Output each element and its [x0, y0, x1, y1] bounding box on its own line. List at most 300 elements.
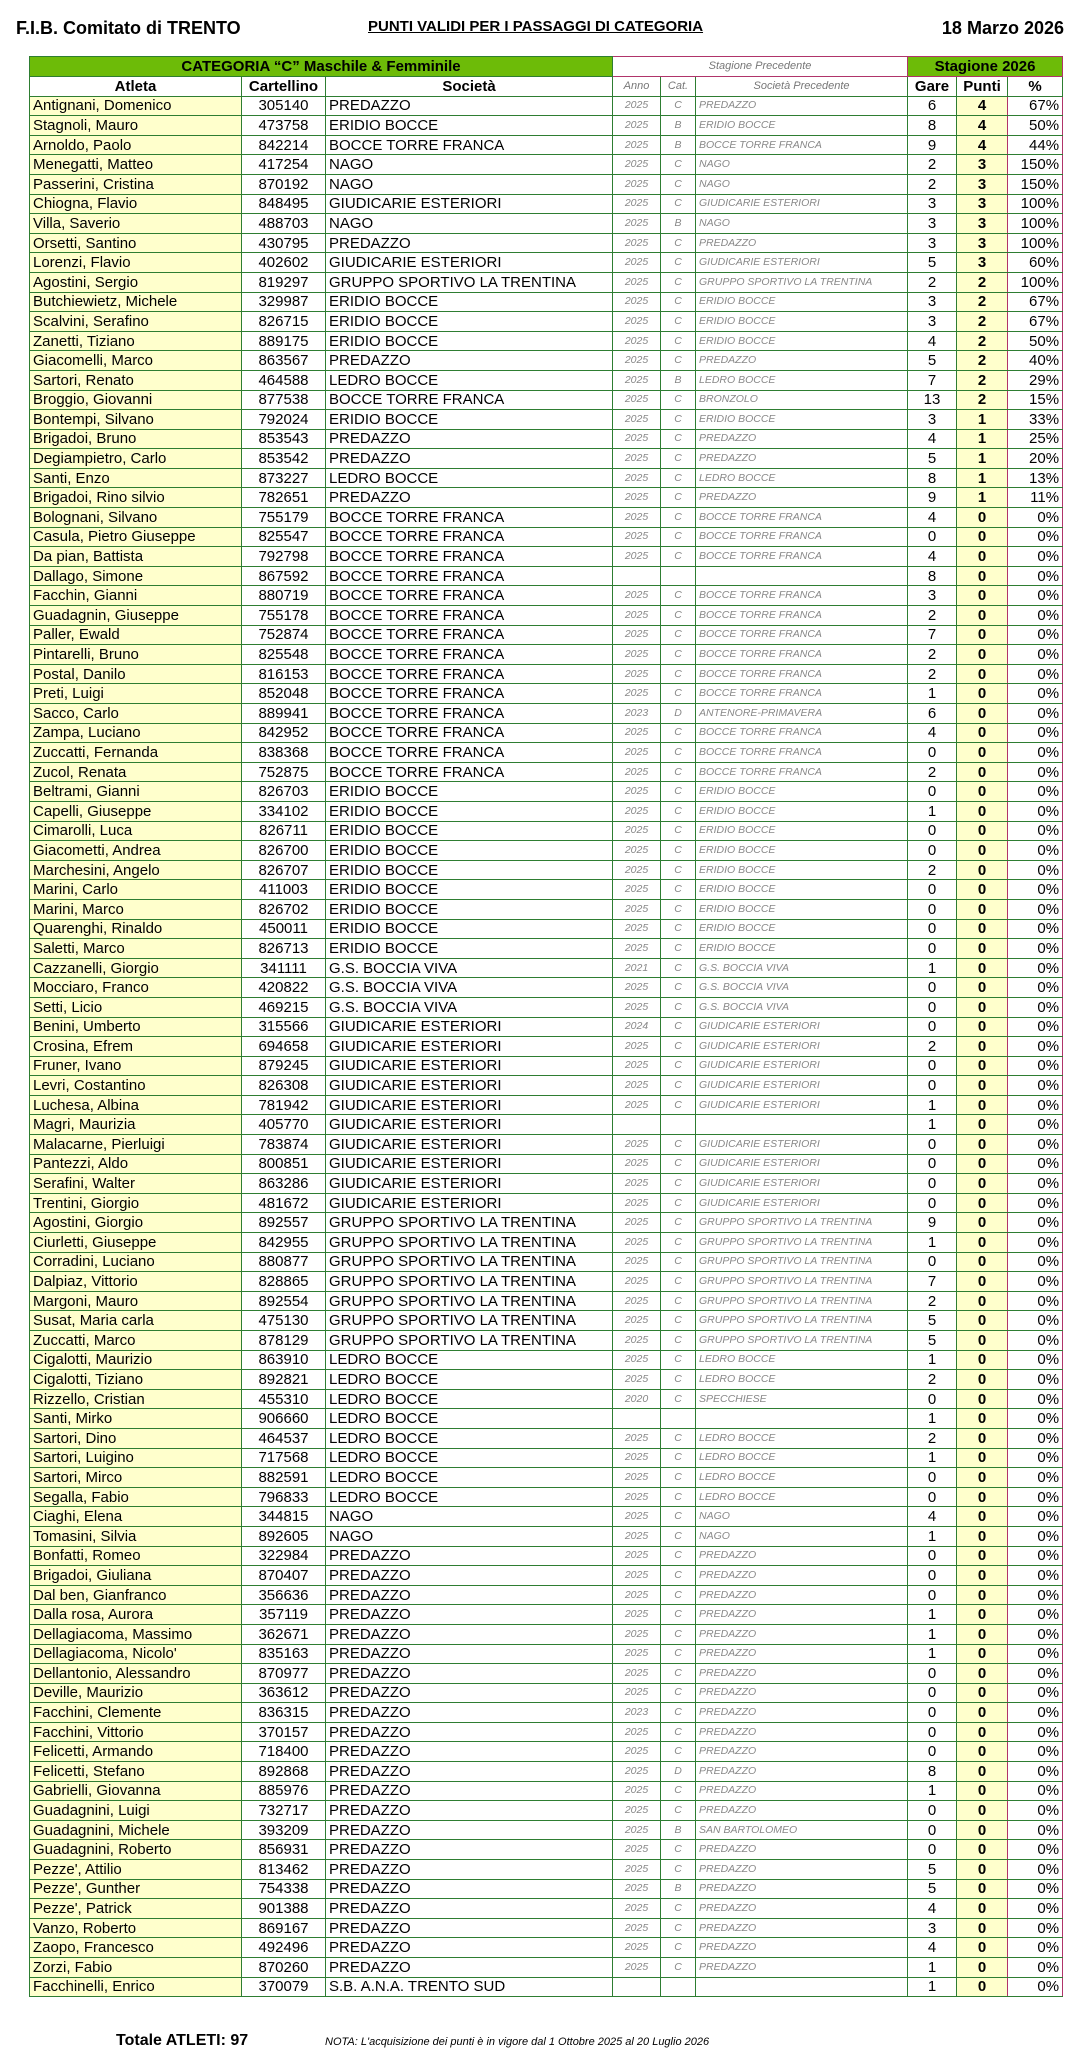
athlete-name: Dalla rosa, Aurora [30, 1605, 242, 1625]
prev-club: BOCCE TORRE FRANCA [696, 645, 908, 665]
athlete-name: Beltrami, Gianni [30, 782, 242, 802]
table-row [30, 1879, 1063, 1899]
club: LEDRO BOCCE [326, 1350, 613, 1370]
percent: 0% [1008, 880, 1063, 900]
games: 4 [908, 429, 957, 449]
card-number: 892605 [242, 1526, 326, 1546]
prev-club: ERIDIO BOCCE [696, 899, 908, 919]
points: 0 [957, 1664, 1008, 1684]
card-number: 469215 [242, 997, 326, 1017]
athlete-name: Pantezzi, Aldo [30, 1154, 242, 1174]
athlete-name: Benini, Umberto [30, 1017, 242, 1037]
points: 0 [957, 1840, 1008, 1860]
club: GRUPPO SPORTIVO LA TRENTINA [326, 1233, 613, 1253]
prev-category: C [661, 723, 696, 743]
athlete-name: Guadagnini, Roberto [30, 1840, 242, 1860]
prev-club: BOCCE TORRE FRANCA [696, 684, 908, 704]
club: ERIDIO BOCCE [326, 860, 613, 880]
athlete-name: Broggio, Giovanni [30, 390, 242, 410]
points: 0 [957, 958, 1008, 978]
prev-club: SAN BARTOLOMEO [696, 1820, 908, 1840]
percent: 0% [1008, 1468, 1063, 1488]
prev-category: C [661, 1918, 696, 1938]
card-number: 892554 [242, 1291, 326, 1311]
points: 2 [957, 370, 1008, 390]
percent: 0% [1008, 1820, 1063, 1840]
club: BOCCE TORRE FRANCA [326, 586, 613, 606]
athlete-name: Menegatti, Matteo [30, 155, 242, 175]
club: G.S. BOCCIA VIVA [326, 958, 613, 978]
table-row [30, 860, 1063, 880]
percent: 0% [1008, 1252, 1063, 1272]
club: NAGO [326, 214, 613, 234]
table-row [30, 1409, 1063, 1429]
card-number: 906660 [242, 1409, 326, 1429]
table-row [30, 1135, 1063, 1155]
club: GIUDICARIE ESTERIORI [326, 1095, 613, 1115]
prev-club: GIUDICARIE ESTERIORI [696, 1193, 908, 1213]
percent: 0% [1008, 1585, 1063, 1605]
percent: 0% [1008, 1389, 1063, 1409]
prev-category: C [661, 1017, 696, 1037]
prev-category: C [661, 958, 696, 978]
points: 0 [957, 1507, 1008, 1527]
prev-year: 2025 [613, 370, 661, 390]
prev-category: C [661, 1703, 696, 1723]
athlete-name: Facchini, Vittorio [30, 1722, 242, 1742]
table-row [30, 1840, 1063, 1860]
points: 0 [957, 586, 1008, 606]
percent: 0% [1008, 1233, 1063, 1253]
table-row [30, 370, 1063, 390]
percent: 0% [1008, 841, 1063, 861]
card-number: 825548 [242, 645, 326, 665]
prev-year [613, 1115, 661, 1135]
prev-year: 2025 [613, 1664, 661, 1684]
percent: 0% [1008, 1291, 1063, 1311]
club: BOCCE TORRE FRANCA [326, 547, 613, 567]
club: PREDAZZO [326, 1860, 613, 1880]
prev-club: BOCCE TORRE FRANCA [696, 586, 908, 606]
percent: 100% [1008, 233, 1063, 253]
prev-year: 2025 [613, 390, 661, 410]
prev-category: C [661, 1899, 696, 1919]
points: 3 [957, 155, 1008, 175]
card-number: 420822 [242, 978, 326, 998]
prev-category [661, 566, 696, 586]
club: LEDRO BOCCE [326, 1389, 613, 1409]
card-number: 880877 [242, 1252, 326, 1272]
prev-club: PREDAZZO [696, 1958, 908, 1978]
games: 5 [908, 253, 957, 273]
table-row [30, 899, 1063, 919]
prev-club [696, 1977, 908, 1997]
prev-category: C [661, 939, 696, 959]
games: 1 [908, 958, 957, 978]
prev-year: 2025 [613, 253, 661, 273]
athlete-name: Marini, Marco [30, 899, 242, 919]
club: PREDAZZO [326, 1644, 613, 1664]
current-season-title: Stagione 2026 [908, 57, 1063, 77]
prev-category: C [661, 1174, 696, 1194]
points: 0 [957, 684, 1008, 704]
points: 1 [957, 410, 1008, 430]
club: BOCCE TORRE FRANCA [326, 762, 613, 782]
prev-year: 2025 [613, 272, 661, 292]
games: 3 [908, 214, 957, 234]
percent: 0% [1008, 1840, 1063, 1860]
card-number: 755178 [242, 606, 326, 626]
athlete-name: Arnoldo, Paolo [30, 135, 242, 155]
prev-category: C [661, 429, 696, 449]
points: 0 [957, 1272, 1008, 1292]
club: PREDAZZO [326, 429, 613, 449]
games: 0 [908, 1017, 957, 1037]
table-row [30, 272, 1063, 292]
table-row [30, 1664, 1063, 1684]
prev-club: NAGO [696, 1507, 908, 1527]
card-number: 870260 [242, 1958, 326, 1978]
table-row [30, 1605, 1063, 1625]
games: 0 [908, 919, 957, 939]
prev-category: B [661, 1820, 696, 1840]
athlete-name: Paller, Ewald [30, 625, 242, 645]
athlete-name: Pezze', Patrick [30, 1899, 242, 1919]
percent: 0% [1008, 1076, 1063, 1096]
percent: 0% [1008, 1350, 1063, 1370]
games: 3 [908, 586, 957, 606]
prev-year: 2025 [613, 1252, 661, 1272]
club: GRUPPO SPORTIVO LA TRENTINA [326, 272, 613, 292]
prev-club: PREDAZZO [696, 1605, 908, 1625]
club: ERIDIO BOCCE [326, 841, 613, 861]
athlete-name: Pintarelli, Bruno [30, 645, 242, 665]
percent: 67% [1008, 96, 1063, 116]
club: NAGO [326, 1507, 613, 1527]
prev-year: 2025 [613, 292, 661, 312]
club: ERIDIO BOCCE [326, 312, 613, 332]
club: PREDAZZO [326, 1683, 613, 1703]
percent: 0% [1008, 1644, 1063, 1664]
prev-club: ERIDIO BOCCE [696, 410, 908, 430]
points: 0 [957, 508, 1008, 528]
prev-category: C [661, 860, 696, 880]
percent: 0% [1008, 1448, 1063, 1468]
games: 4 [908, 1899, 957, 1919]
prev-club: BOCCE TORRE FRANCA [696, 547, 908, 567]
percent: 44% [1008, 135, 1063, 155]
club: BOCCE TORRE FRANCA [326, 606, 613, 626]
prev-club: ERIDIO BOCCE [696, 116, 908, 136]
table-row [30, 880, 1063, 900]
table-row [30, 1938, 1063, 1958]
points: 0 [957, 1526, 1008, 1546]
prev-year: 2025 [613, 1781, 661, 1801]
percent: 0% [1008, 1664, 1063, 1684]
club: ERIDIO BOCCE [326, 331, 613, 351]
games: 5 [908, 351, 957, 371]
points: 1 [957, 488, 1008, 508]
prev-category: C [661, 253, 696, 273]
percent: 0% [1008, 723, 1063, 743]
card-number: 341111 [242, 958, 326, 978]
prev-year: 2025 [613, 1801, 661, 1821]
prev-club: GRUPPO SPORTIVO LA TRENTINA [696, 272, 908, 292]
prev-category: B [661, 135, 696, 155]
card-number: 889175 [242, 331, 326, 351]
prev-year: 2025 [613, 1585, 661, 1605]
percent: 100% [1008, 214, 1063, 234]
prev-year: 2025 [613, 860, 661, 880]
card-number: 852048 [242, 684, 326, 704]
games: 1 [908, 1624, 957, 1644]
club: BOCCE TORRE FRANCA [326, 625, 613, 645]
prev-year: 2025 [613, 684, 661, 704]
prev-club: GRUPPO SPORTIVO LA TRENTINA [696, 1252, 908, 1272]
prev-category: C [661, 1605, 696, 1625]
table-row [30, 116, 1063, 136]
club: BOCCE TORRE FRANCA [326, 527, 613, 547]
card-number: 455310 [242, 1389, 326, 1409]
table-row [30, 1742, 1063, 1762]
prev-category: C [661, 331, 696, 351]
athlete-name: Levri, Costantino [30, 1076, 242, 1096]
club: GIUDICARIE ESTERIORI [326, 1154, 613, 1174]
games: 8 [908, 116, 957, 136]
prev-club: G.S. BOCCIA VIVA [696, 958, 908, 978]
prev-year: 2025 [613, 723, 661, 743]
club: NAGO [326, 155, 613, 175]
table-row [30, 1331, 1063, 1351]
prev-club: GIUDICARIE ESTERIORI [696, 1056, 908, 1076]
games: 3 [908, 292, 957, 312]
prev-year: 2023 [613, 1703, 661, 1723]
points: 0 [957, 645, 1008, 665]
points: 0 [957, 919, 1008, 939]
prev-category: C [661, 488, 696, 508]
table-row [30, 1762, 1063, 1782]
prev-club: BOCCE TORRE FRANCA [696, 743, 908, 763]
prev-club: ERIDIO BOCCE [696, 821, 908, 841]
prev-year: 2025 [613, 1879, 661, 1899]
athlete-name: Agostini, Giorgio [30, 1213, 242, 1233]
card-number: 782651 [242, 488, 326, 508]
points: 0 [957, 1703, 1008, 1723]
table-row [30, 762, 1063, 782]
athlete-name: Da pian, Battista [30, 547, 242, 567]
prev-year: 2025 [613, 1272, 661, 1292]
points: 3 [957, 253, 1008, 273]
prev-club: GRUPPO SPORTIVO LA TRENTINA [696, 1272, 908, 1292]
prev-club: ERIDIO BOCCE [696, 312, 908, 332]
prev-club: PREDAZZO [696, 1762, 908, 1782]
card-number: 892868 [242, 1762, 326, 1782]
games: 7 [908, 625, 957, 645]
prev-category: C [661, 821, 696, 841]
percent: 25% [1008, 429, 1063, 449]
points: 0 [957, 1331, 1008, 1351]
games: 1 [908, 1977, 957, 1997]
card-number: 363612 [242, 1683, 326, 1703]
prev-year: 2025 [613, 586, 661, 606]
card-number: 334102 [242, 801, 326, 821]
prev-category: C [661, 1213, 696, 1233]
club: GIUDICARIE ESTERIORI [326, 1115, 613, 1135]
athlete-name: Quarenghi, Rinaldo [30, 919, 242, 939]
points: 2 [957, 351, 1008, 371]
athlete-name: Felicetti, Armando [30, 1742, 242, 1762]
prev-club: ERIDIO BOCCE [696, 880, 908, 900]
prev-category: C [661, 997, 696, 1017]
card-number: 870407 [242, 1566, 326, 1586]
prev-club: GIUDICARIE ESTERIORI [696, 253, 908, 273]
club: PREDAZZO [326, 1722, 613, 1742]
prev-year: 2025 [613, 1762, 661, 1782]
club: BOCCE TORRE FRANCA [326, 390, 613, 410]
games: 8 [908, 1762, 957, 1782]
prev-club: PREDAZZO [696, 1781, 908, 1801]
card-number: 892821 [242, 1370, 326, 1390]
prev-club: LEDRO BOCCE [696, 1350, 908, 1370]
games: 2 [908, 1291, 957, 1311]
card-number: 826703 [242, 782, 326, 802]
points: 0 [957, 1899, 1008, 1919]
points: 0 [957, 1605, 1008, 1625]
card-number: 828865 [242, 1272, 326, 1292]
prev-year: 2025 [613, 1037, 661, 1057]
prev-club: NAGO [696, 174, 908, 194]
prev-category: C [661, 1252, 696, 1272]
percent: 0% [1008, 821, 1063, 841]
prev-club: GIUDICARIE ESTERIORI [696, 1174, 908, 1194]
points: 0 [957, 841, 1008, 861]
athlete-name: Bontempi, Silvano [30, 410, 242, 430]
games: 0 [908, 1076, 957, 1096]
card-number: 867592 [242, 566, 326, 586]
games: 4 [908, 1507, 957, 1527]
prev-club: LEDRO BOCCE [696, 370, 908, 390]
athlete-name: Ciurletti, Giuseppe [30, 1233, 242, 1253]
percent: 0% [1008, 704, 1063, 724]
table-row [30, 566, 1063, 586]
athlete-name: Facchin, Gianni [30, 586, 242, 606]
card-number: 393209 [242, 1820, 326, 1840]
prev-year: 2025 [613, 1840, 661, 1860]
card-number: 816153 [242, 664, 326, 684]
points: 0 [957, 1037, 1008, 1057]
athlete-name: Guadagnini, Luigi [30, 1801, 242, 1821]
prev-year: 2025 [613, 331, 661, 351]
table-row [30, 253, 1063, 273]
games: 6 [908, 704, 957, 724]
club: PREDAZZO [326, 96, 613, 116]
table-row [30, 1487, 1063, 1507]
card-number: 842214 [242, 135, 326, 155]
table-row [30, 821, 1063, 841]
games: 1 [908, 1115, 957, 1135]
prev-category: D [661, 1762, 696, 1782]
prev-year: 2025 [613, 1918, 661, 1938]
games: 0 [908, 1193, 957, 1213]
prev-year: 2025 [613, 1683, 661, 1703]
club: ERIDIO BOCCE [326, 782, 613, 802]
games: 3 [908, 1918, 957, 1938]
prev-club: ERIDIO BOCCE [696, 939, 908, 959]
club: ERIDIO BOCCE [326, 899, 613, 919]
prev-category: C [661, 606, 696, 626]
card-number: 856931 [242, 1840, 326, 1860]
prev-category: C [661, 743, 696, 763]
points: 0 [957, 1585, 1008, 1605]
athlete-name: Stagnoli, Mauro [30, 116, 242, 136]
card-number: 819297 [242, 272, 326, 292]
club: PREDAZZO [326, 1781, 613, 1801]
athlete-name: Sartori, Luigino [30, 1448, 242, 1468]
club: BOCCE TORRE FRANCA [326, 684, 613, 704]
percent: 0% [1008, 1331, 1063, 1351]
games: 1 [908, 801, 957, 821]
prev-category: C [661, 1389, 696, 1409]
games: 2 [908, 762, 957, 782]
card-number: 826308 [242, 1076, 326, 1096]
athlete-name: Saletti, Marco [30, 939, 242, 959]
percent: 0% [1008, 1135, 1063, 1155]
prev-category: C [661, 1272, 696, 1292]
points: 0 [957, 1252, 1008, 1272]
percent: 0% [1008, 782, 1063, 802]
points: 4 [957, 135, 1008, 155]
points: 0 [957, 527, 1008, 547]
percent: 0% [1008, 1115, 1063, 1135]
table-row [30, 1350, 1063, 1370]
points: 1 [957, 449, 1008, 469]
club: G.S. BOCCIA VIVA [326, 978, 613, 998]
points: 0 [957, 1350, 1008, 1370]
games: 1 [908, 1448, 957, 1468]
prev-category: C [661, 1781, 696, 1801]
prev-category: C [661, 899, 696, 919]
percent: 50% [1008, 331, 1063, 351]
club: PREDAZZO [326, 1546, 613, 1566]
card-number: 792798 [242, 547, 326, 567]
prev-club [696, 566, 908, 586]
prev-club: PREDAZZO [696, 1860, 908, 1880]
games: 0 [908, 1135, 957, 1155]
points: 2 [957, 331, 1008, 351]
club: LEDRO BOCCE [326, 370, 613, 390]
points: 0 [957, 860, 1008, 880]
points: 0 [957, 1742, 1008, 1762]
athlete-name: Facchinelli, Enrico [30, 1977, 242, 1997]
prev-category: C [661, 1448, 696, 1468]
prev-category: C [661, 782, 696, 802]
prev-category: D [661, 704, 696, 724]
card-number: 417254 [242, 155, 326, 175]
prev-category: C [661, 312, 696, 332]
prev-year: 2025 [613, 899, 661, 919]
points: 0 [957, 1409, 1008, 1429]
percent: 0% [1008, 1546, 1063, 1566]
athlete-name: Bolognani, Silvano [30, 508, 242, 528]
prev-club: BOCCE TORRE FRANCA [696, 508, 908, 528]
points: 0 [957, 1213, 1008, 1233]
games: 0 [908, 782, 957, 802]
prev-category: C [661, 1526, 696, 1546]
table-row [30, 645, 1063, 665]
points: 0 [957, 880, 1008, 900]
athlete-name: Facchini, Clemente [30, 1703, 242, 1723]
prev-category: C [661, 1095, 696, 1115]
